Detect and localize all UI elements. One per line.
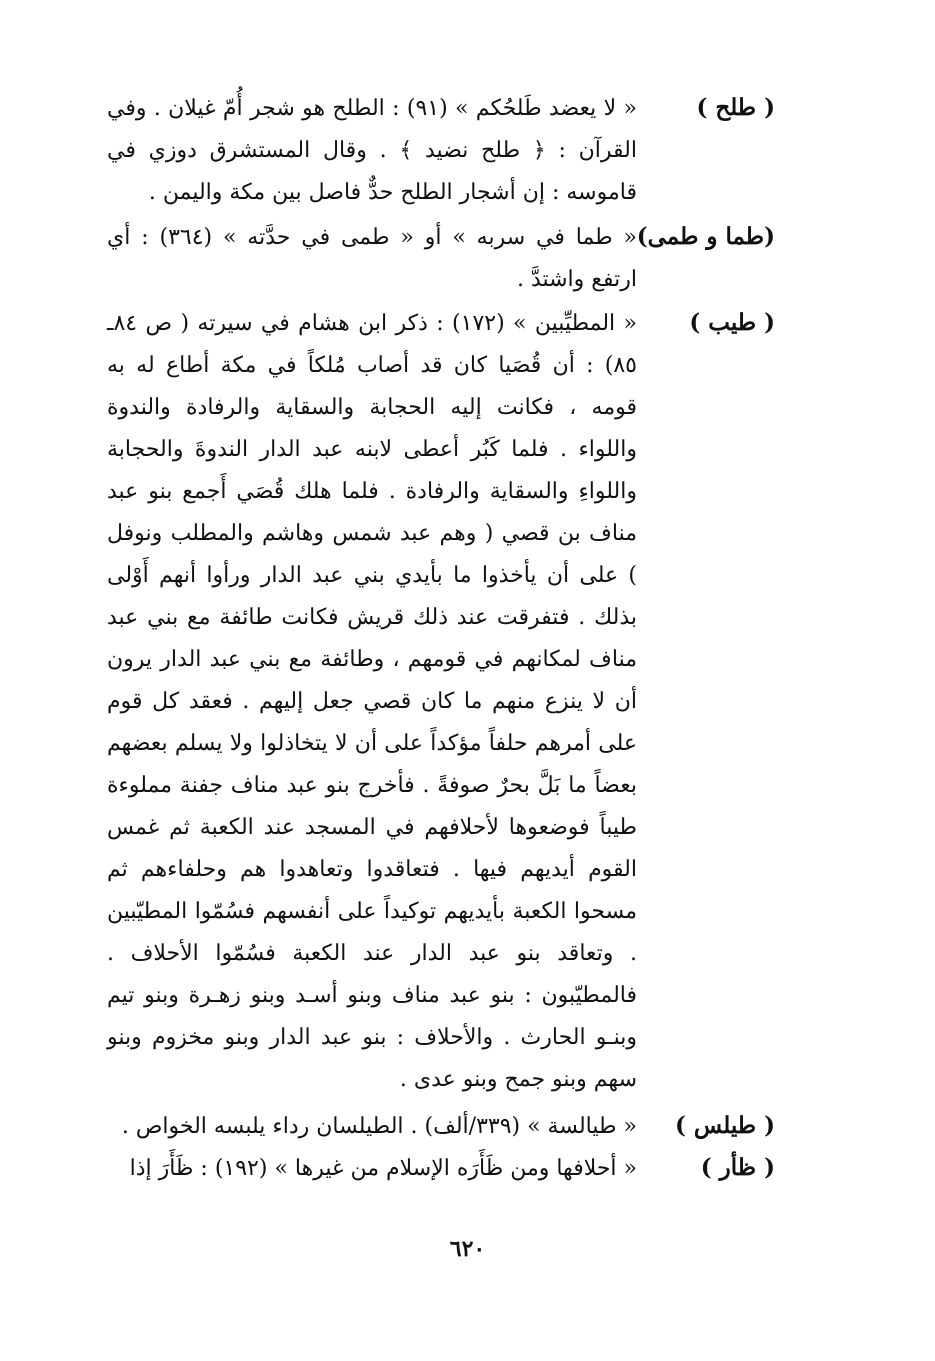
entry-heading: (طما و طمى) (636, 223, 775, 250)
entry-text: « طما في سربه » أو « طمى في حدَّته » (٣٦٤) : أي ارتفع واشتدَّ . (107, 225, 637, 292)
entry-tayyib (95, 303, 775, 1103)
entry-text: « طيالسة » (٣٣٩/ألف) . الطيلسان رداء يلبسه الخواص . (121, 1114, 637, 1139)
entry-text: « لا يعضد طَلحُكم » (٩١) : الطلح هو شجر أُمّ غيلان . وفي القرآن : ﴿ طلح نضيد ﴾ . وقال المستشرق دوزي في قاموسه : إن أشجار الطلح حدٌّ فاصل بين مكة واليمن . (107, 96, 637, 205)
entry-text: « أحلافها ومن ظَأَرَه الإسلام من غيرها » (١٩٢) : ظَأَرَ إذا (129, 1156, 637, 1181)
entry-talh (95, 88, 775, 218)
entry-taylas (95, 1106, 775, 1148)
entry-heading: ( طيلس ) (675, 1112, 775, 1139)
entry-zaar (95, 1148, 775, 1190)
page-number: ٦٢٠ (449, 1236, 486, 1262)
entry-heading: ( طلح ) (696, 94, 775, 121)
entry-tama (95, 217, 775, 303)
entry-heading: ( طيب ) (689, 309, 775, 336)
entry-text: « المطيِّبين » (١٧٢) : ذكر ابن هشام في سيرته ( ص ٨٤ـ ٨٥) : أن قُصَيا كان قد أصاب مُلكاً في مكة أطاع له به قومه ، فكانت إليه الحجابة والسقاية والرفادة والندوة واللواء . فلما كَبُر أعطى لابنه عبد الدار الندوةَ والحجابة واللواءِ والسقاية والرفادة . فلما هلك قُصَي أَجمع بنو عبد مناف بن قصي ( وهم عبد شمس وهاشم والمطلب ونوفل ) على أن يأخذوا ما بأيدي بني عبد الدار ورأوا أنهم أَوْلى بذلك . فتفرقت عند ذلك قريش فكانت طائفة مع بني عبد مناف لمكانهم في قومهم ، وطائفة مع بني عبد الدار يرون أن لا ينزع منهم ما كان قصي جعل إليهم . فعقد كل قوم على أمرهم حلفاً مؤكداً على أن لا يتخاذلوا ولا يسلم بعضهم بعضاً ما بَلَّ بحرٌ صوفةً . فأخرج بنو عبد مناف جفنة مملوءة طيباً فوضعوها لأحلافهم في المسجد عند الكعبة ثم غمس القوم أيديهم فيها . فتعاقدوا وتعاهدوا هم وحلفاءهم ثم مسحوا الكعبة بأيديهم توكيداً على أنفسهم فسُمّوا المطيّبين . وتعاقد بنو عبد الدار عند الكعبة فسُمّوا الأحلاف . فالمطيّبون : بنو عبد مناف وبنو أسـد وبنو زهـرة وبنو تيم وبنـو الحارث . والأحلاف : بنو عبد الدار وبنو مخزوم وبنو سهم وبنو جمح وبنو عدى . (107, 311, 637, 1092)
entry-heading: ( ظأر ) (700, 1154, 775, 1181)
